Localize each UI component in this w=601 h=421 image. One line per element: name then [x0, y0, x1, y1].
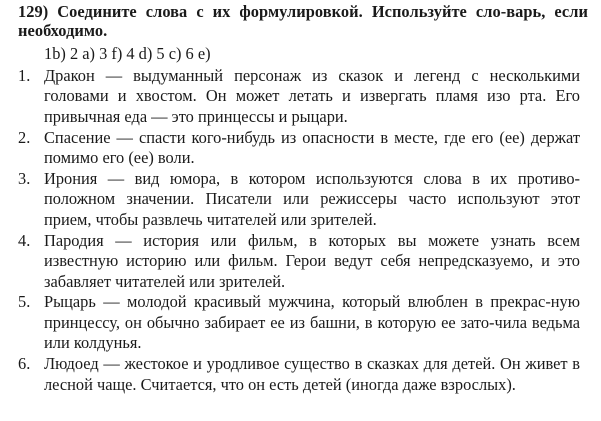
- item-text: Людоед — жестокое и уродливое существо в сказках для детей. Он живет в лесной чаще. Считается, что он есть детей (иногда даже взрослых).: [44, 354, 580, 394]
- definition-item-3: [0, 169, 601, 230]
- definition-item-1: [0, 66, 601, 127]
- item-text: Ирония — вид юмора, в котором используются слова в их противо-положном значении. Писатели или режиссеры часто используют этот прием, чтобы развлечь читателей или зрителей.: [44, 169, 580, 229]
- item-text: Спасение — спасти кого-нибудь из опасности в месте, где его (ее) держат помимо его (ее) воли.: [44, 127, 580, 168]
- item-number: 4.: [18, 230, 31, 250]
- item-text: Дракон — выдуманный персонаж из сказок и легенд с несколькими головами и хвостом. Он может летать и извергать пламя изо рта. Его привычная еда — это принцессы и рыцари.: [44, 66, 580, 126]
- definition-list: [0, 66, 601, 395]
- definition-item-2: [0, 128, 601, 169]
- item-text: Пародия — история или фильм, в которых вы можете узнать всем известную историю или фильм. Герои ведут себя непредсказуемо, и это забавляет читателей или зрителей.: [44, 230, 580, 291]
- definition-item-5: [0, 292, 601, 353]
- definition-item-6: [0, 354, 601, 395]
- definition-item-4: [0, 231, 601, 292]
- answer-key: 1b) 2 a) 3 f) 4 d) 5 c) 6 e): [44, 44, 211, 63]
- item-number: 6.: [18, 354, 31, 374]
- item-text: Рыцарь — молодой красивый мужчина, который влюблен в прекрас-ную принцессу, он обычно забирает ее из башни, в которую ее зато-чила ведьма или колдунья.: [44, 292, 580, 353]
- item-number: 3.: [18, 169, 31, 189]
- exercise-heading: 129) Соедините слова с их формулировкой. Используйте сло-варь, если необходимо.: [18, 2, 588, 40]
- item-number: 2.: [18, 127, 31, 147]
- item-number: 1.: [18, 66, 31, 85]
- item-number: 5.: [18, 292, 31, 312]
